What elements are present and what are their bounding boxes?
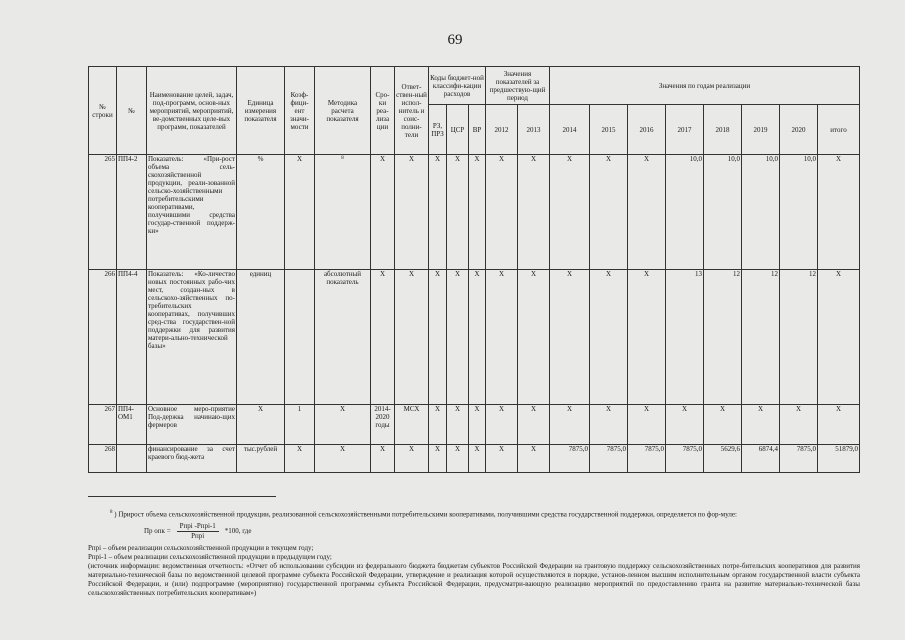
row-total: X [818, 155, 860, 270]
row-2016: X [628, 155, 666, 270]
row-name: финансирование за счет краевого бюд-жета [147, 445, 237, 473]
footnote-intro-text: ) Прирост объема сельскохозяйственной продукции, реализованной сельскохозяйственными потребительскими кооперативами, получившими средства государственной поддержки, определяется по фор-муле: [114, 510, 737, 519]
row-responsible: X [395, 270, 429, 405]
row-csr: X [447, 405, 469, 445]
row-2018: 12 [704, 270, 742, 405]
row-responsible: X [395, 155, 429, 270]
row-2013: X [518, 270, 550, 405]
row-rz: X [429, 270, 447, 405]
row-2012: X [486, 445, 518, 473]
row-coefficient: 1 [285, 405, 315, 445]
row-2015: X [590, 405, 628, 445]
row-2015: X [590, 155, 628, 270]
header-year-2016: 2016 [628, 105, 666, 155]
row-2017: 13 [666, 270, 704, 405]
formula-tail: *100, где [224, 527, 252, 536]
row-2020: 10,0 [780, 155, 818, 270]
header-method: Методика расчета показателя [315, 67, 371, 155]
row-2016: X [628, 405, 666, 445]
row-number: 266 [89, 270, 117, 405]
formula-fraction [177, 522, 219, 541]
row-2016: X [628, 270, 666, 405]
row-2020: 12 [780, 270, 818, 405]
row-responsible: X [395, 445, 429, 473]
indicators-table [88, 66, 860, 473]
table-row [89, 270, 860, 405]
definition-previous: Рпрi-1 – объем реализации сельскохозяйственной продукции в предыдущем году; [88, 553, 332, 562]
row-csr: X [447, 155, 469, 270]
header-unit: Единица измерения показателя [237, 67, 285, 155]
row-2014: X [550, 155, 590, 270]
row-2013: X [518, 445, 550, 473]
row-unit: % [237, 155, 285, 270]
row-terms: X [371, 270, 395, 405]
row-2018: X [704, 405, 742, 445]
row-2019: 6874,4 [742, 445, 780, 473]
row-2013: X [518, 155, 550, 270]
footnote-intro [88, 508, 860, 519]
row-responsible: МСХ [395, 405, 429, 445]
header-year-2013: 2013 [518, 105, 550, 155]
row-number: 267 [89, 405, 117, 445]
row-code [117, 445, 147, 473]
header-year-2018: 2018 [704, 105, 742, 155]
row-2020: X [780, 405, 818, 445]
row-method: X [315, 405, 371, 445]
row-number: 265 [89, 155, 117, 270]
header-terms: Сро-ки реа-лиза ции [371, 67, 395, 155]
row-2014: 7875,0 [550, 445, 590, 473]
header-vr: ВР [469, 105, 486, 155]
header-coefficient: Коэф-фици-ент значи-мости [285, 67, 315, 155]
row-code: ПП4-ОМ1 [117, 405, 147, 445]
row-2019: X [742, 405, 780, 445]
row-method: X [315, 445, 371, 473]
row-coefficient: X [285, 155, 315, 270]
row-2018: 10,0 [704, 155, 742, 270]
row-2012: X [486, 155, 518, 270]
row-terms: X [371, 155, 395, 270]
row-terms: X [371, 445, 395, 473]
header-year-values: Значения по годам реализации [550, 67, 860, 105]
header-year-2012: 2012 [486, 105, 518, 155]
row-2017: 7875,0 [666, 445, 704, 473]
row-vr: X [469, 270, 486, 405]
header-number: № [117, 67, 147, 155]
row-2014: X [550, 270, 590, 405]
table-row [89, 445, 860, 473]
row-rz: X [429, 155, 447, 270]
header-budget-codes: Коды бюджет-ной классифи-кации расходов [429, 67, 486, 105]
row-csr: X [447, 445, 469, 473]
row-2017: X [666, 405, 704, 445]
row-coefficient: X [285, 445, 315, 473]
row-unit: единиц [237, 270, 285, 405]
row-number: 268 [89, 445, 117, 473]
row-terms: 2014-2020 годы [371, 405, 395, 445]
formula-left: Пр опк = [144, 527, 171, 536]
header-year-2020: 2020 [780, 105, 818, 155]
row-2012: X [486, 270, 518, 405]
source-note: (источник информации: ведомственная отчетность: «Отчет об использовании субсидии из федерального бюджета бюджетам субъектов Российской Федерации на грантовую поддержку сельскохозяйственных потре-бительских кооперативов для развития материально-технической базы по ведомственной целевой программе субъекта Российской Федерации, утверждение и реализация которой осуществляются в порядке, установ-ленном высшим исполнительным органом государственной власти субъекта Российской Федерации, и (или) подпрограмме (мероприятию) государственной программы субъекта Российской Федерации, предусматри-вающую реализацию мероприятий по предоставлению гранта на развитие материально-технической базы сельскохозяйственных потребительских кооперативам») [88, 562, 860, 598]
header-rz: РЗ, ПРЗ [429, 105, 447, 155]
row-unit: тыс.рублей [237, 445, 285, 473]
header-year-2015: 2015 [590, 105, 628, 155]
footnote-marker: 8 [110, 510, 113, 515]
footnote [88, 508, 860, 598]
formula [144, 522, 860, 541]
header-row-number: № строки [89, 67, 117, 155]
row-csr: X [447, 270, 469, 405]
page-number: 69 [447, 32, 463, 48]
row-2012: X [486, 405, 518, 445]
row-rz: X [429, 445, 447, 473]
row-unit: X [237, 405, 285, 445]
row-rz: X [429, 405, 447, 445]
formula-denominator: Рпрi [191, 532, 205, 541]
row-coefficient [285, 270, 315, 405]
row-total: 51879,0 [818, 445, 860, 473]
row-vr: X [469, 445, 486, 473]
row-2019: 12 [742, 270, 780, 405]
header-year-2014: 2014 [550, 105, 590, 155]
table-row [89, 405, 860, 445]
row-name: Показатель: «При-рост объема сель-скохозяйственной продукции, реали-зованной сельско-хозяйственными потребительскими кооперативами, получившими средства государ-ственной поддерж-ки» [147, 155, 237, 270]
row-name: Показатель: «Ко-личество новых постоянных рабо-чих мест, создан-ных в сельскохо-зяйственных по-требительских кооперативах, получивших сред-ства государствен-ной поддержки для развития матери-ально-технической базы» [147, 270, 237, 405]
definition-current: Рпрi – объем реализации сельскохозяйственной продукции в текущем году; [88, 544, 314, 553]
header-total: итого [818, 105, 860, 155]
row-vr: X [469, 155, 486, 270]
header-previous-values: Значения показателей за предшествую-щий период [486, 67, 550, 105]
row-2015: 7875,0 [590, 445, 628, 473]
row-total: X [818, 270, 860, 405]
row-2018: 5629,6 [704, 445, 742, 473]
row-method: абсолютный показатель [315, 270, 371, 405]
row-name: Основное меро-приятие Под-держка начинаю-щих фермеров [147, 405, 237, 445]
formula-numerator: Рпрi -Рпрi-1 [177, 522, 219, 532]
row-vr: X [469, 405, 486, 445]
header-name: Наименование целей, задач, под-программ, основ-ных мероприятий, мероприятий, ве-домственных целе-вых программ, показателей [147, 67, 237, 155]
table-row [89, 155, 860, 270]
footnote-divider [88, 496, 276, 497]
row-2014: X [550, 405, 590, 445]
row-2016: 7875,0 [628, 445, 666, 473]
row-2013: X [518, 405, 550, 445]
header-csr: ЦСР [447, 105, 469, 155]
row-2017: 10,0 [666, 155, 704, 270]
header-year-2019: 2019 [742, 105, 780, 155]
header-year-2017: 2017 [666, 105, 704, 155]
row-2020: 7875,0 [780, 445, 818, 473]
row-2015: X [590, 270, 628, 405]
row-total: X [818, 405, 860, 445]
row-code: ПП4-2 [117, 155, 147, 270]
row-code: ПП4-4 [117, 270, 147, 405]
footnote-reference: 8 [341, 156, 344, 161]
row-2019: 10,0 [742, 155, 780, 270]
header-responsible: Ответ-ствен-ный испол-нитель и соис-полни-тели [395, 67, 429, 155]
